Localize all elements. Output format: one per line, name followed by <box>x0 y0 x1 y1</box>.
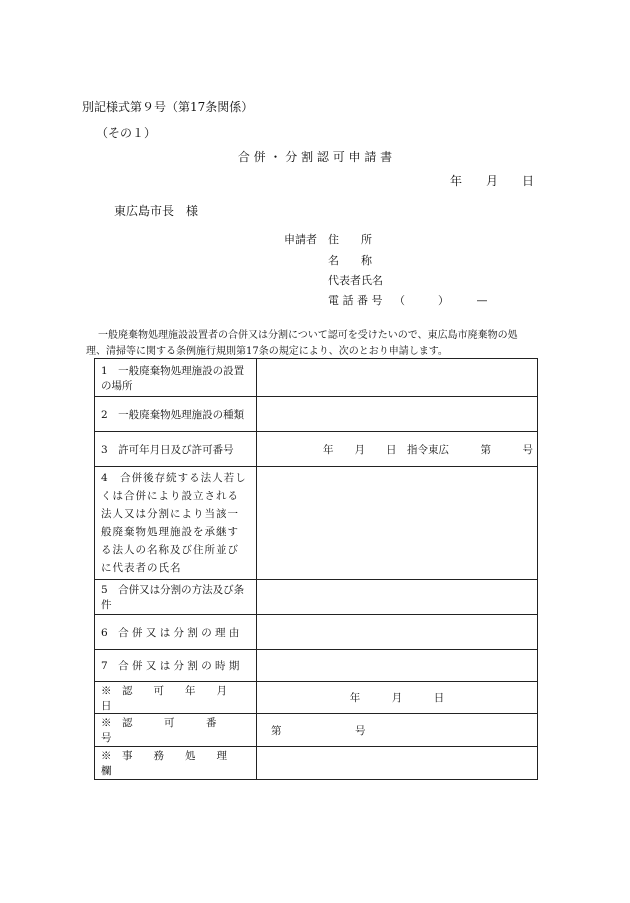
table-row <box>95 359 538 397</box>
row-label: 6 合 併 又 は 分 割 の 理 由 <box>95 615 257 650</box>
table-row <box>95 714 538 747</box>
row-label: 7 合 併 又 は 分 割 の 時 期 <box>95 650 257 682</box>
row-label: ※ 認 可 番 号 <box>95 714 257 747</box>
representative-label: 代表者氏名 <box>328 274 383 287</box>
row-label: 5 合併又は分割の方法及び条件 <box>95 580 257 615</box>
row-label: 4 合併後存続する法人若しくは合併により設立される法人又は分割により当該一般廃棄物処理施設を承継する法人の名称及び住所並びに代表者の氏名 <box>95 467 257 580</box>
row-label: 3 許可年月日及び許可番号 <box>95 432 257 467</box>
address-label: 住 所 <box>328 233 372 246</box>
table-row <box>95 467 538 580</box>
phone-label: 電 話 番 号 <box>328 294 383 307</box>
row-label: ※ 認 可 年 月 日 <box>95 682 257 714</box>
approval-number-value[interactable]: 第 号 <box>257 714 538 747</box>
addressee: 東広島市長 様 <box>114 204 199 218</box>
table-row <box>95 432 538 467</box>
table-row <box>95 747 538 780</box>
page-title <box>0 148 630 165</box>
permit-value[interactable]: 年 月 日 指令東広 第 号 <box>257 432 538 467</box>
row-value[interactable] <box>257 467 538 580</box>
row-label: 1 一般廃棄物処理施設の設置の場所 <box>95 359 257 397</box>
form-part: （その１） <box>96 126 157 140</box>
date-line: 年 月 日 <box>450 174 535 188</box>
row-label: 2 一般廃棄物処理施設の種類 <box>95 397 257 432</box>
intro-line-1: 一般廃棄物処理施設設置者の合併又は分割について認可を受けたいので、東広島市廃棄物の処 <box>98 330 518 341</box>
row-label: ※ 事 務 処 理 欄 <box>95 747 257 780</box>
row-value[interactable] <box>257 615 538 650</box>
row-value[interactable] <box>257 359 538 397</box>
table-row <box>95 682 538 714</box>
applicant-label: 申請者 <box>284 233 317 246</box>
table-row <box>95 650 538 682</box>
intro-line-2: 理、清掃等に関する条例施行規則第17条の規定により、次のとおり申請します。 <box>86 346 448 357</box>
table-row <box>95 615 538 650</box>
row-value[interactable] <box>257 747 538 780</box>
form-reference: 別記様式第９号（第17条関係） <box>82 100 254 114</box>
phone-value: （ ） — <box>394 294 488 307</box>
row-value[interactable] <box>257 580 538 615</box>
table-row <box>95 580 538 615</box>
table-row <box>95 397 538 432</box>
approval-date-value[interactable]: 年 月 日 <box>257 682 538 714</box>
page-title-text: 合 併 ・ 分 割 認 可 申 請 書 <box>237 150 393 164</box>
name-label: 名 称 <box>328 254 372 267</box>
row-value[interactable] <box>257 397 538 432</box>
row-value[interactable] <box>257 650 538 682</box>
application-table <box>94 358 538 780</box>
